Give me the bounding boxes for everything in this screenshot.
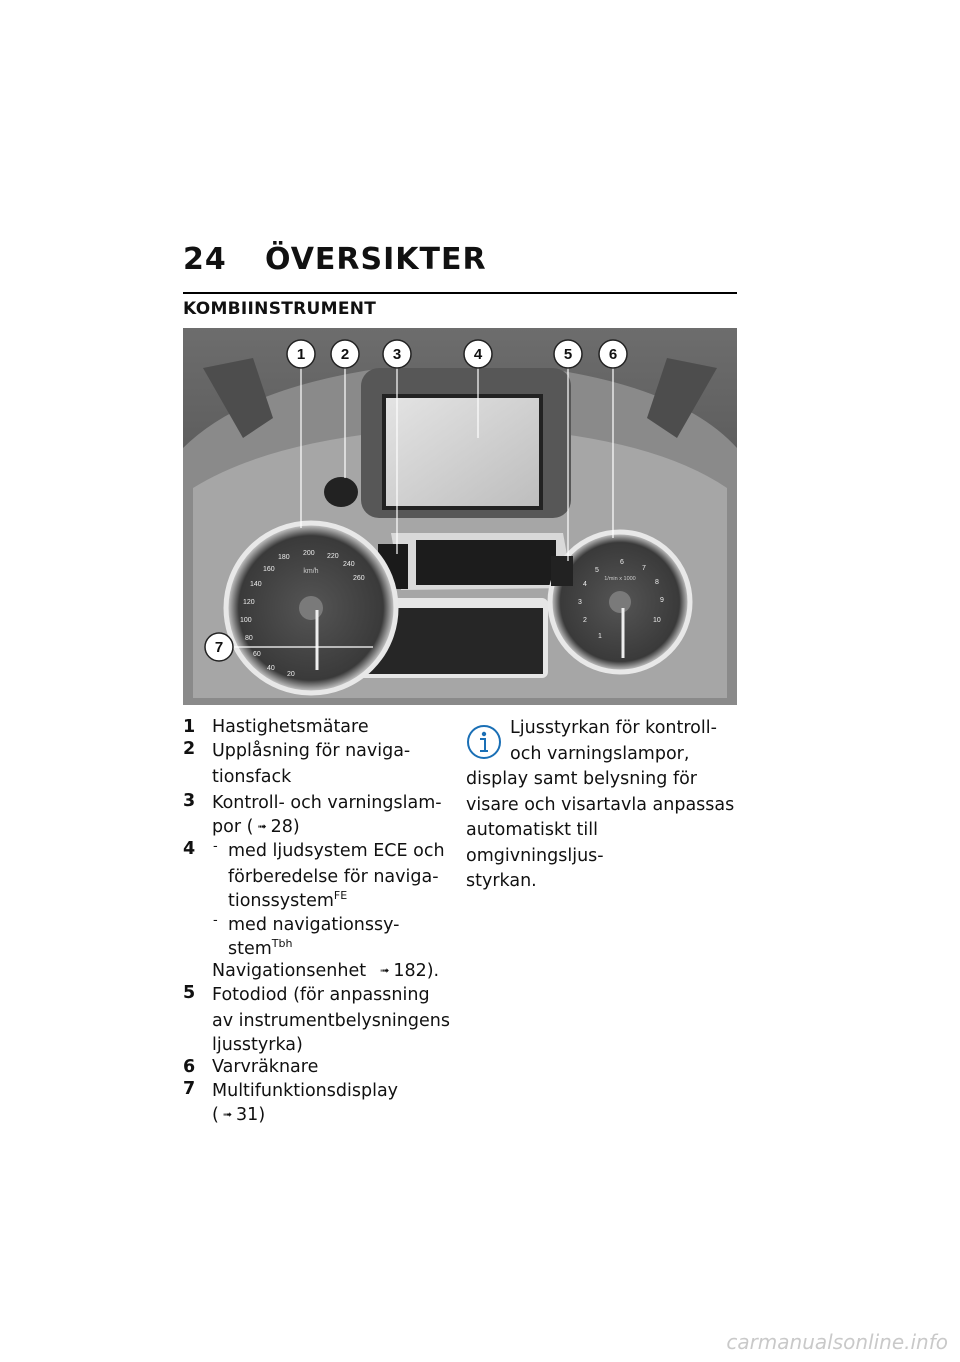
info-icon — [466, 724, 502, 760]
watermark: carmanualsonline.info — [726, 1330, 948, 1354]
legend-item-7: 7 Multifunktionsdisplay ( ➟ 31) — [183, 1079, 399, 1125]
section-title: KOMBIINSTRUMENT — [183, 299, 377, 319]
tft-display — [384, 396, 541, 508]
svg-text:180: 180 — [278, 554, 290, 561]
chapter-title: ÖVERSIKTER — [265, 242, 487, 277]
page-number: 24 — [183, 242, 227, 277]
legend-item-1: 1 Hastighetsmätare — [183, 717, 369, 737]
header-rule — [183, 292, 737, 294]
legend-item-2: 2 Upplåsning för naviga- tionsfack — [183, 739, 411, 787]
svg-text:8: 8 — [655, 579, 659, 586]
svg-text:3: 3 — [578, 599, 582, 606]
page-ref-arrow-icon: ➟ — [380, 964, 390, 977]
svg-text:km/h: km/h — [303, 568, 319, 575]
svg-text:60: 60 — [253, 651, 261, 658]
svg-text:7: 7 — [642, 565, 646, 572]
legend-item-4: 4 - med ljudsystem ECE och förberedelse för naviga- tionssystem$^{FE}$ - med navigationssy- stem$^{Tbh}$ Navigationsenhet ➟ 182). — [183, 838, 453, 982]
svg-text:4: 4 — [583, 581, 587, 588]
page-ref-arrow-icon: ➟ — [222, 1108, 233, 1121]
svg-text:120: 120 — [243, 599, 255, 606]
unlock-button — [324, 477, 358, 507]
svg-text:40: 40 — [267, 665, 275, 672]
page-ref-arrow-icon: ➟ — [257, 820, 267, 833]
svg-text:160: 160 — [263, 566, 275, 573]
legend-item-3: 3 Kontroll- och varningslam- por ( ➟ 28) — [183, 791, 442, 837]
svg-text:10: 10 — [653, 617, 661, 624]
svg-text:5: 5 — [595, 567, 599, 574]
callout-7: 7 — [214, 639, 224, 656]
callout-4: 4 — [473, 346, 483, 363]
legend-list — [183, 716, 453, 1126]
instrument-cluster-photo — [183, 328, 737, 705]
callout-2: 2 — [340, 346, 350, 363]
svg-text:2: 2 — [583, 617, 587, 624]
legend-item-6: 6 Varvräknare — [183, 1057, 319, 1077]
callout-1: 1 — [296, 346, 306, 363]
svg-text:200: 200 — [303, 550, 315, 557]
svg-text:240: 240 — [343, 561, 355, 568]
page-ref[interactable]: 28 — [270, 817, 293, 837]
svg-text:1: 1 — [598, 633, 602, 640]
svg-text:220: 220 — [327, 553, 339, 560]
svg-text:6: 6 — [620, 559, 624, 566]
svg-text:140: 140 — [250, 581, 262, 588]
legend-item-5: 5 Fotodiod (för anpassning av instrumentbelysningens ljusstyrka) — [183, 983, 450, 1055]
callout-3: 3 — [392, 346, 402, 363]
svg-text:260: 260 — [353, 575, 365, 582]
callout-5: 5 — [563, 346, 573, 363]
page-ref[interactable]: 182 — [393, 961, 427, 981]
svg-text:80: 80 — [245, 635, 253, 642]
info-note: Ljusstyrkan för kontroll- och varningslampor, display samt belysning för visare och visartavla anpassas automatiskt till omgivningsljus- styrkan. — [466, 718, 735, 891]
page-ref[interactable]: 31 — [236, 1105, 259, 1125]
callout-6: 6 — [608, 346, 618, 363]
svg-text:9: 9 — [660, 597, 664, 604]
svg-text:20: 20 — [287, 671, 295, 678]
page-header — [183, 242, 487, 277]
warning-lights-panel — [416, 540, 556, 585]
svg-text:1/min x 1000: 1/min x 1000 — [604, 576, 636, 582]
svg-text:100: 100 — [240, 617, 252, 624]
